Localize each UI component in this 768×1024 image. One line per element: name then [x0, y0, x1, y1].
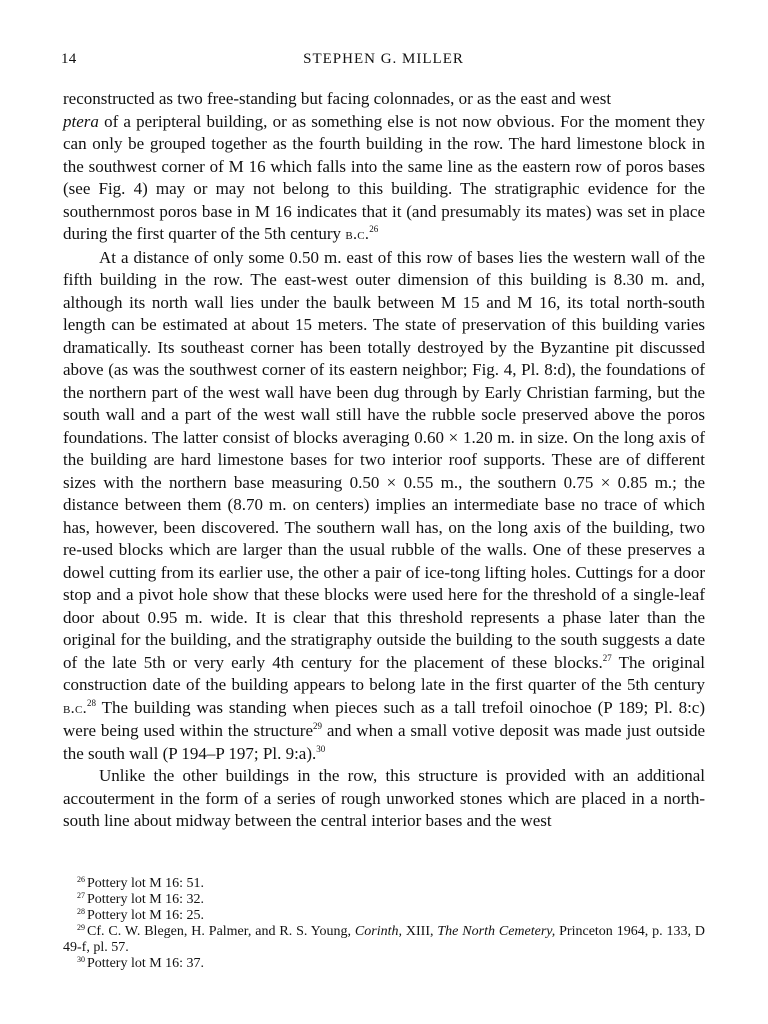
footnote: $^{27}$ Pottery lot M 16: 32.: [77, 891, 205, 907]
page-header: [61, 51, 706, 71]
publication-title: Corinth,: [354, 924, 402, 939]
footnote: $^{26}$ Pottery lot M 16: 51.: [77, 875, 205, 891]
era-abbreviation: b.c.: [63, 699, 87, 717]
footnote-ref-29: 29: [313, 721, 323, 731]
paragraph-3: Unlike the other buildings in the row, this structure is provided with an additional accouterment in the form of a series of rough unworked stones which are placed in a north-south line about midway between the central interior bases and the west: [63, 766, 705, 830]
era-abbreviation: b.c.: [345, 226, 370, 243]
footnote-ref-27: 27: [602, 652, 612, 663]
footnote-ref-30: 30: [316, 743, 326, 754]
footnote: $^{30}$ Pottery lot M 16: 37.: [77, 955, 205, 971]
footnote-ref-26: 26: [369, 224, 379, 234]
running-head: STEPHEN G. MILLER: [303, 51, 464, 67]
page-number: 14: [61, 51, 77, 67]
footnote: $^{29}$ Cf. C. W. Blegen, H. Palmer, and R. S. Young, Corinth, XIII, The North Cemetery, Princeton 1964, p. 133, D 49-f, pl. 57.: [63, 923, 706, 955]
ptera-term: ptera: [63, 111, 99, 131]
footnote-ref-28: 28: [86, 697, 96, 708]
paragraph-2: At a distance of only some 0.50 m. east of this row of bases lies the western wall of the fifth building in the row. The east-west outer dimension of this building is 8.30 m. and, although its north wall lies under the baulk between M 15 and M 16, its total north-south length can be estimated at about 15 meters. The state of preservation of this building varies dramatically. Its southeast corner has been totally destroyed by the Byzantine pit discussed above (as was the southwest corner of its eastern neighbor; Fig. 4, Pl. 8:d), the foundations of the northern part of the west wall have been dug through by Early Christian farming, but the south wall and a part of the west wall still have the rubble socle preserved above the poros foundations. The latter consist of blocks averaging 0.60 × 1.20 m. in size. On the long axis of the building are hard limestone bases for two interior roof supports. These are of different sizes with the northern base measuring 0.50 × 0.55 m., the southern 0.75 × 0.85 m.; the distance between them (8.70 m. on centers) implies an intermediate base no trace of which has, however, been discovered. The southern wall has, on the long axis of the building, two re-used blocks which are larger than the usual rubble of the walls. One of these preserves a dowel cutting from its earlier use, the other a pair of ice-tong lifting holes. Cuttings for a door stop and a pivot hole show that these blocks were used here for the threshold of a single-leaf door about 0.95 m. wide. It is clear that this threshold represents a phase later than the original for the building, and the stratigraphy outside the building to the south suggests a date of the late 5th or very early 4th century for the placement of these blocks.$^{27}$ The original construction date of the building appears to belong late in the first quarter of the 5th century b.c.$^{28}$ The building was standing when pieces such as a tall trefoil oinochoe (P 189; Pl. 8:c) were being used within the structure$^{29}$ and when a small votive deposit was made just outside the south wall (P 194–P 197; Pl. 9:a).$^{30}$: [63, 247, 705, 763]
body-text: [63, 88, 705, 833]
paragraph-1: reconstructed as two free-standing but facing colonnades, or as the east and west ptera of a peripteral building, or as something else is not now obvious. For the moment they can only be grouped together as the fourth building in the row. The hard limestone block in the southwest corner of M 16 which falls into the same line as the eastern row of poros bases (see Fig. 4) may or may not belong to this building. The stratigraphic evidence for the southernmost poros base in M 16 indicates that it (and presumably its mates) was set in place during the first quarter of the 5th century b.c.$^{26}$: [63, 89, 705, 243]
footnote: $^{28}$ Pottery lot M 16: 25.: [77, 907, 205, 923]
volume-title: The North Cemetery,: [437, 924, 556, 939]
footnotes: [63, 876, 705, 972]
